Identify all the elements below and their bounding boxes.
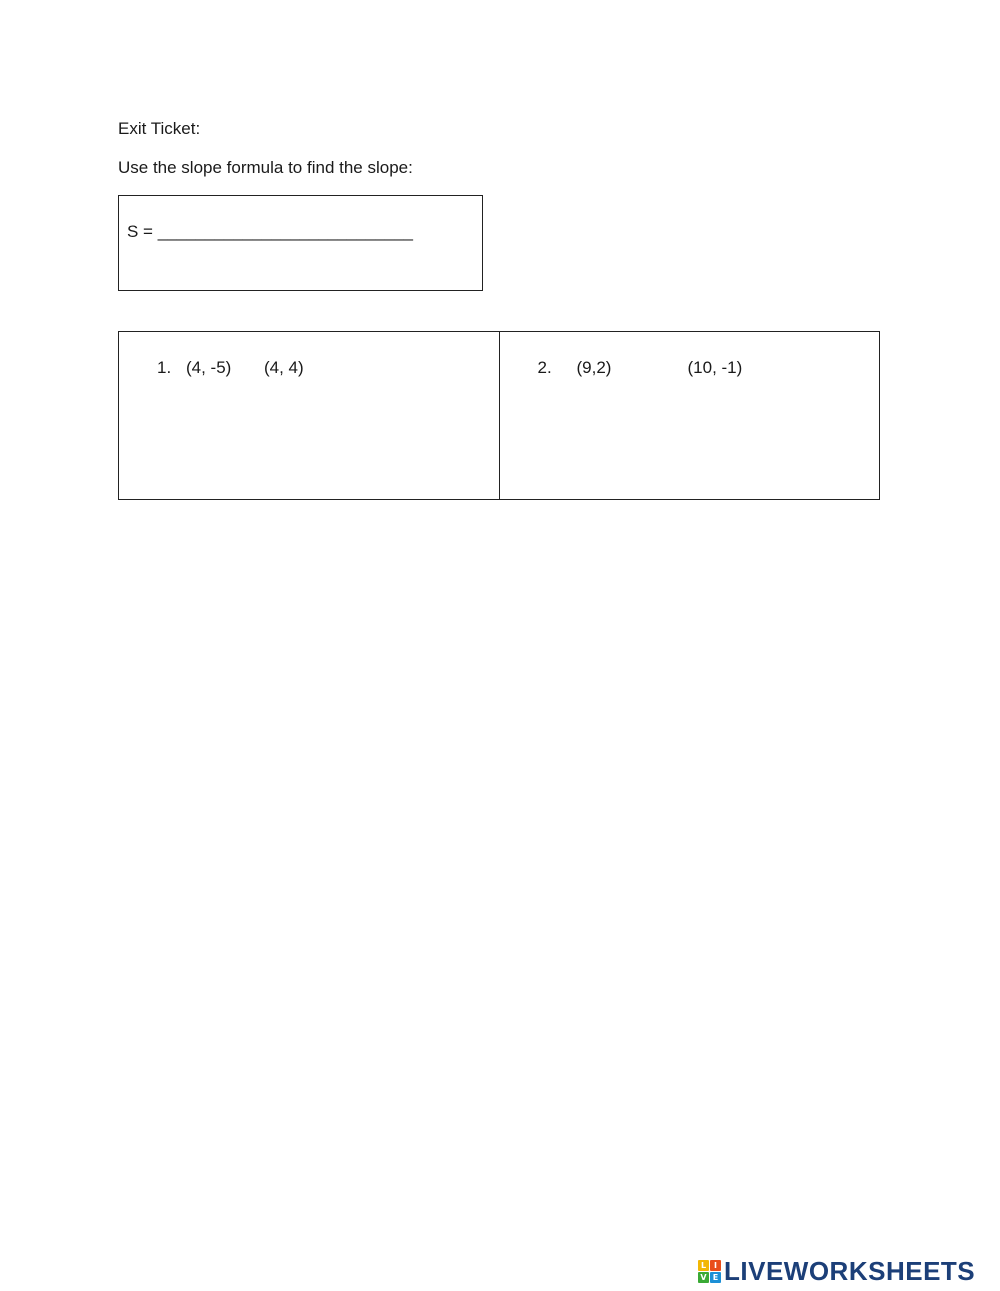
- formula-box: [118, 195, 483, 291]
- problems-table: [118, 331, 880, 500]
- problem-point-a: (9,2): [576, 358, 612, 377]
- problem-number: 1.: [157, 358, 172, 377]
- instruction-text: Use the slope formula to find the slope:: [118, 158, 413, 177]
- problem-number: 2.: [537, 358, 552, 377]
- formula-answer-line[interactable]: S = ___________________________: [127, 222, 413, 241]
- liveworksheets-logo: [698, 1257, 975, 1285]
- logo-tile: E: [710, 1272, 721, 1283]
- problem-cell-1: [119, 332, 499, 499]
- worksheet-title: Exit Ticket:: [118, 119, 201, 138]
- problem-point-a: (4, -5): [186, 358, 232, 377]
- logo-tile: I: [710, 1260, 721, 1271]
- logo-wordmark: LIVEWORKSHEETS: [724, 1256, 976, 1286]
- problem-cell-2: [499, 332, 880, 499]
- logo-tile: L: [698, 1260, 709, 1271]
- logo-tile: V: [698, 1272, 709, 1283]
- problem-point-b: (4, 4): [264, 358, 304, 377]
- logo-tiles-icon: [698, 1260, 721, 1283]
- problem-point-b: (10, -1): [687, 358, 743, 377]
